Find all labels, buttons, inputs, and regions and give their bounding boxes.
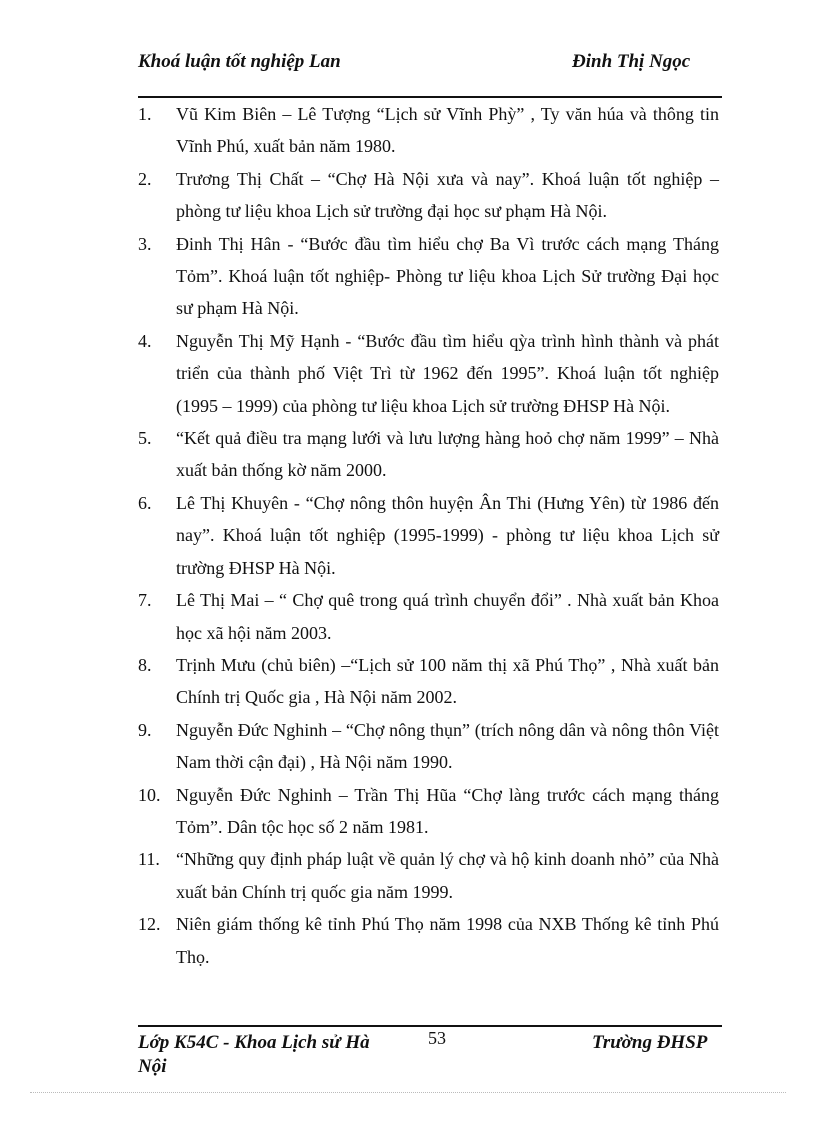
- reference-text: Trịnh Mưu (chủ biên) –“Lịch sử 100 năm thị xã Phú Thọ” , Nhà xuất bản Chính trị Quốc gia , Hà Nội năm 2002.: [176, 654, 719, 708]
- footer-class-info: Lớp K54C - Khoa Lịch sử Hà Nội: [138, 1032, 370, 1077]
- reference-text: Niên giám thống kê tỉnh Phú Thọ năm 1998 của NXB Thống kê tỉnh Phú Thọ.: [176, 914, 719, 967]
- reference-text: Nguyễn Đức Nghinh – “Chợ nông thụn” (trích nông dân và nông thôn Việt Nam thời cận đại) , Hà Nội năm 1990.: [176, 719, 719, 773]
- reference-item: [138, 779, 719, 844]
- reference-item: [138, 843, 719, 908]
- page-number: 53: [428, 1028, 446, 1048]
- reference-text: Lê Thị Mai – “ Chợ quê trong quá trình chuyển đổi” . Nhà xuất bản Khoa học xã hội năm 2003.: [176, 590, 719, 643]
- reference-item: [138, 584, 719, 649]
- reference-number: 1.: [138, 104, 152, 124]
- reference-number: 9.: [138, 719, 152, 740]
- reference-text: “Kết quả điều tra mạng lưới và lưu lượng hàng hoỏ chợ năm 1999” – Nhà xuất bản thống kờ năm 2000.: [176, 428, 719, 481]
- reference-text: Nguyễn Thị Mỹ Hạnh - “Bước đầu tìm hiểu qỳa trình hình thành và phát triển của thành phố Việt Trì từ 1962 đến 1995”. Khoá luận tốt nghiệp (1995 – 1999) của phòng tư liệu khoa Lịch sử trường ĐHSP Hà Nội.: [176, 330, 719, 416]
- reference-number: 6.: [138, 492, 152, 513]
- reference-text: Vũ Kim Biên – Lê Tượng “Lịch sử Vĩnh Phỳ” , Ty văn húa và thông tin Vĩnh Phú, xuất bản năm 1980.: [176, 104, 719, 157]
- reference-text: Lê Thị Khuyên - “Chợ nông thôn huyện Ân Thi (Hưng Yên) từ 1986 đến nay”. Khoá luận tốt nghiệp (1995-1999) - phòng tư liệu khoa Lịch sử trường ĐHSP Hà Nội.: [176, 492, 719, 578]
- reference-item: [138, 649, 719, 714]
- header-author: Đinh Thị Ngọc: [572, 51, 691, 72]
- page-bottom-dotted-line: [30, 1092, 786, 1093]
- reference-number: 2.: [138, 168, 152, 189]
- reference-item: [138, 228, 719, 325]
- reference-item: [138, 163, 719, 228]
- reference-item: [138, 908, 719, 973]
- reference-text: Nguyễn Đức Nghinh – Trần Thị Hũa “Chợ làng trước cách mạng tháng Tỏm”. Dân tộc học số 2 năm 1981.: [176, 784, 719, 837]
- reference-number: 5.: [138, 428, 152, 449]
- reference-list: [138, 98, 719, 973]
- reference-number: 10.: [138, 784, 161, 805]
- reference-item: [138, 422, 719, 487]
- reference-text: Trương Thị Chất – “Chợ Hà Nội xưa và nay”. Khoá luận tốt nghiệp – phòng tư liệu khoa Lịch sử trường đại học sư phạm Hà Nội.: [176, 168, 719, 222]
- header-left-text: Khoá luận tốt nghiệp Lan: [138, 51, 341, 72]
- reference-number: 4.: [138, 330, 152, 351]
- reference-number: 7.: [138, 590, 152, 611]
- reference-item: [138, 98, 719, 163]
- reference-number: 3.: [138, 233, 152, 254]
- reference-text: “Những quy định pháp luật về quản lý chợ và hộ kinh doanh nhỏ” của Nhà xuất bản Chính trị quốc gia năm 1999.: [176, 849, 719, 902]
- reference-number: 11.: [138, 849, 160, 870]
- reference-number: 12.: [138, 914, 161, 935]
- reference-text: Đinh Thị Hân - “Bước đầu tìm hiểu chợ Ba Vì trước cách mạng Tháng Tỏm”. Khoá luận tốt nghiệp- Phòng tư liệu khoa Lịch Sử trường Đại học sư phạm Hà Nội.: [176, 233, 719, 319]
- reference-item: [138, 325, 719, 422]
- reference-item: [138, 487, 719, 584]
- footer-school: Trường ĐHSP: [592, 1032, 708, 1053]
- reference-number: 8.: [138, 654, 152, 675]
- reference-item: [138, 714, 719, 779]
- footer-divider: [138, 1025, 722, 1027]
